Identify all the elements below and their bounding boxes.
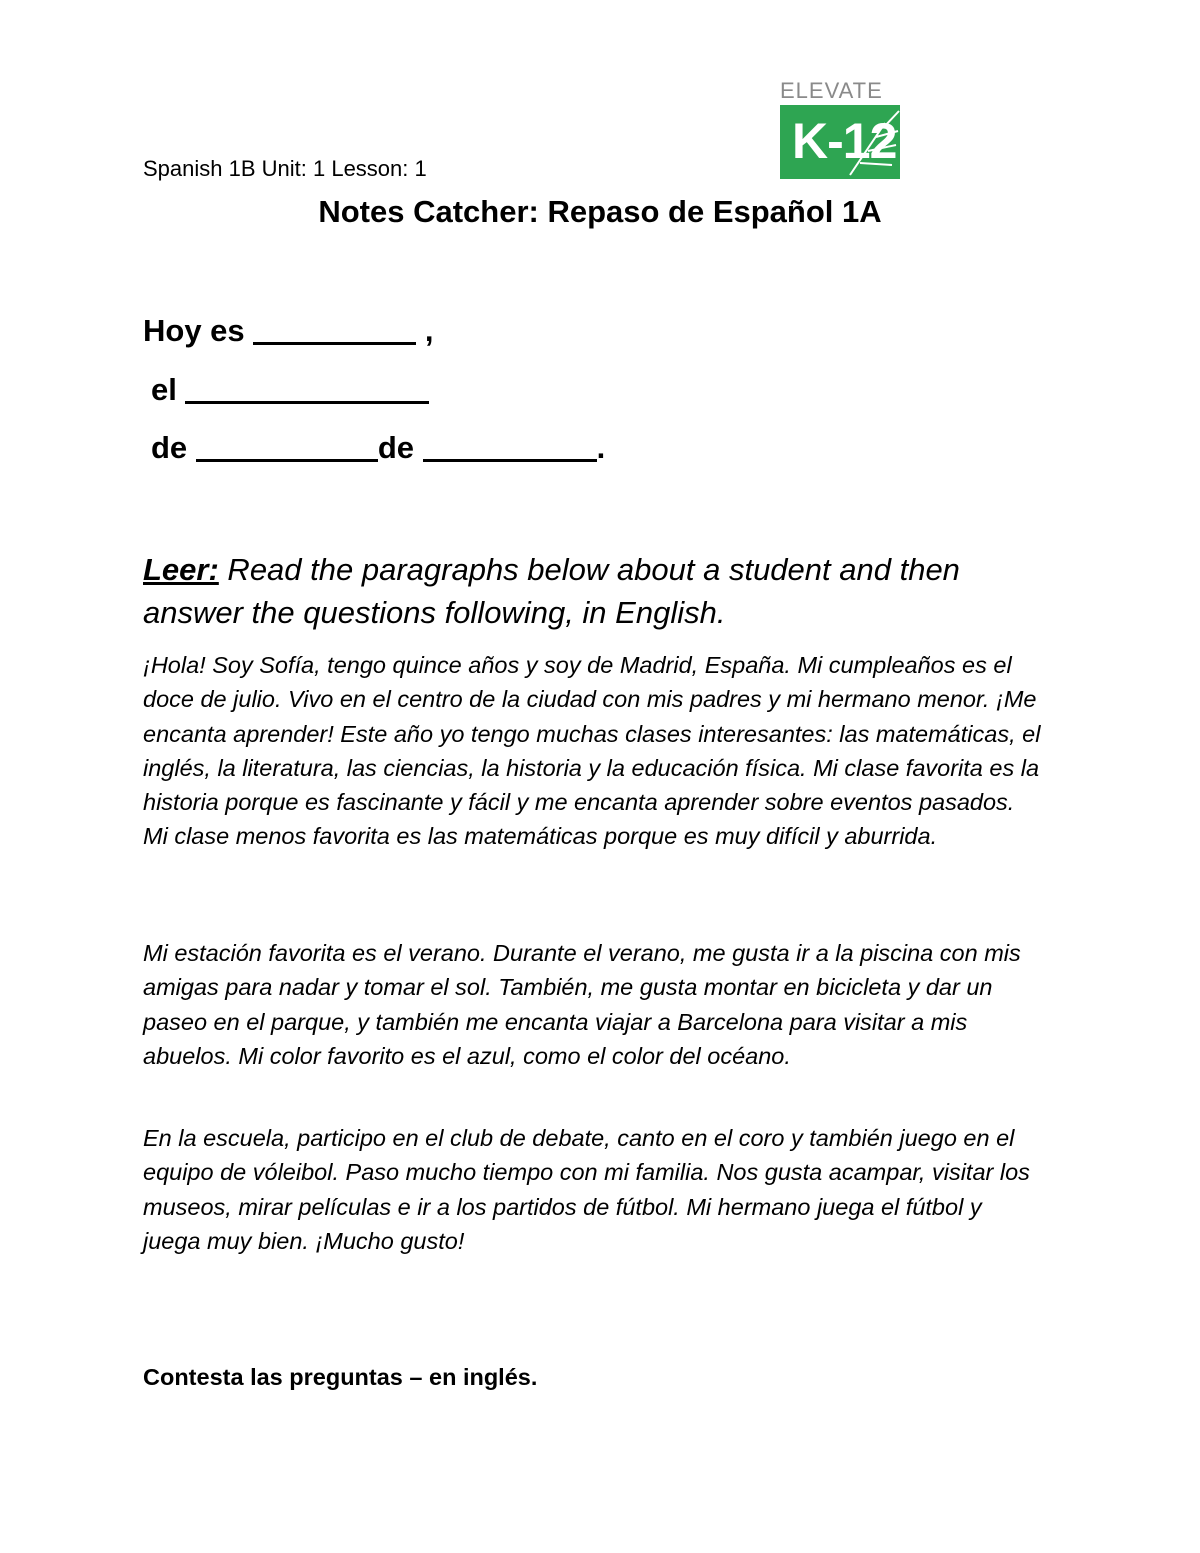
instructions-label: Leer: [143,552,219,587]
date-line-period: . [596,430,606,465]
course-lesson-line: Spanish 1B Unit: 1 Lesson: 1 [143,156,427,181]
elevate-k12-logo [780,80,900,179]
day-blank[interactable] [253,312,416,345]
date-number-blank[interactable] [185,371,429,404]
reading-paragraph-3: En la escuela, participo en el club de debate, canto en el coro y también juego en el equipo de vóleibol. Paso mucho tiempo con mi familia. Nos gusta acampar, visitar los museos, mirar películas e ir a los partidos de fútbol. Mi hermano juega el fútbol y juega muy bien. ¡Mucho gusto! [143,1125,1030,1254]
logo-k12-badge [780,105,900,179]
date-line-day [143,312,434,350]
date-line-month-label: de [151,430,188,465]
logo-branch-graphic [780,105,900,179]
month-blank[interactable] [196,429,378,462]
page-title: Notes Catcher: Repaso de Español 1A [318,194,882,229]
instructions-text: Read the paragraphs below about a student and then answer the questions following, in English. [143,552,960,630]
reading-paragraph-2: Mi estación favorita es el verano. Durante el verano, me gusta ir a la piscina con mis amigas para nadar y tomar el sol. También, me gusta montar en bicicleta y dar un paseo en el parque, y también me encanta viajar a Barcelona para visitar a mis abuelos. Mi color favorito es el azul, como el color del océano. [143,940,1021,1069]
date-line-number [151,371,429,409]
reading-instructions [143,548,1043,634]
date-line-number-label: el [151,372,177,407]
date-line-year-label: de [377,430,414,465]
questions-heading: Contesta las preguntas – en inglés. [143,1364,538,1390]
reading-paragraph-1: ¡Hola! Soy Sofía, tengo quince años y soy de Madrid, España. Mi cumpleaños es el doce de julio. Vivo en el centro de la ciudad con mis padres y mi hermano menor. ¡Me encanta aprender! Este año yo tengo muchas clases interesantes: las matemáticas, el inglés, la literatura, las ciencias, la historia y la educación física. Mi clase favorita es la historia porque es fascinante y fácil y me encanta aprender sobre eventos pasados. Mi clase menos favorita es las matemáticas porque es muy difícil y aburrida. [143,652,1041,850]
date-line-day-label: Hoy es [143,313,245,348]
logo-wordmark: ELEVATE [780,78,883,103]
logo-k12-text: K-12 [792,113,897,169]
year-blank[interactable] [423,429,597,462]
date-line-month-year [151,429,605,467]
date-line-day-comma: , [424,313,434,348]
